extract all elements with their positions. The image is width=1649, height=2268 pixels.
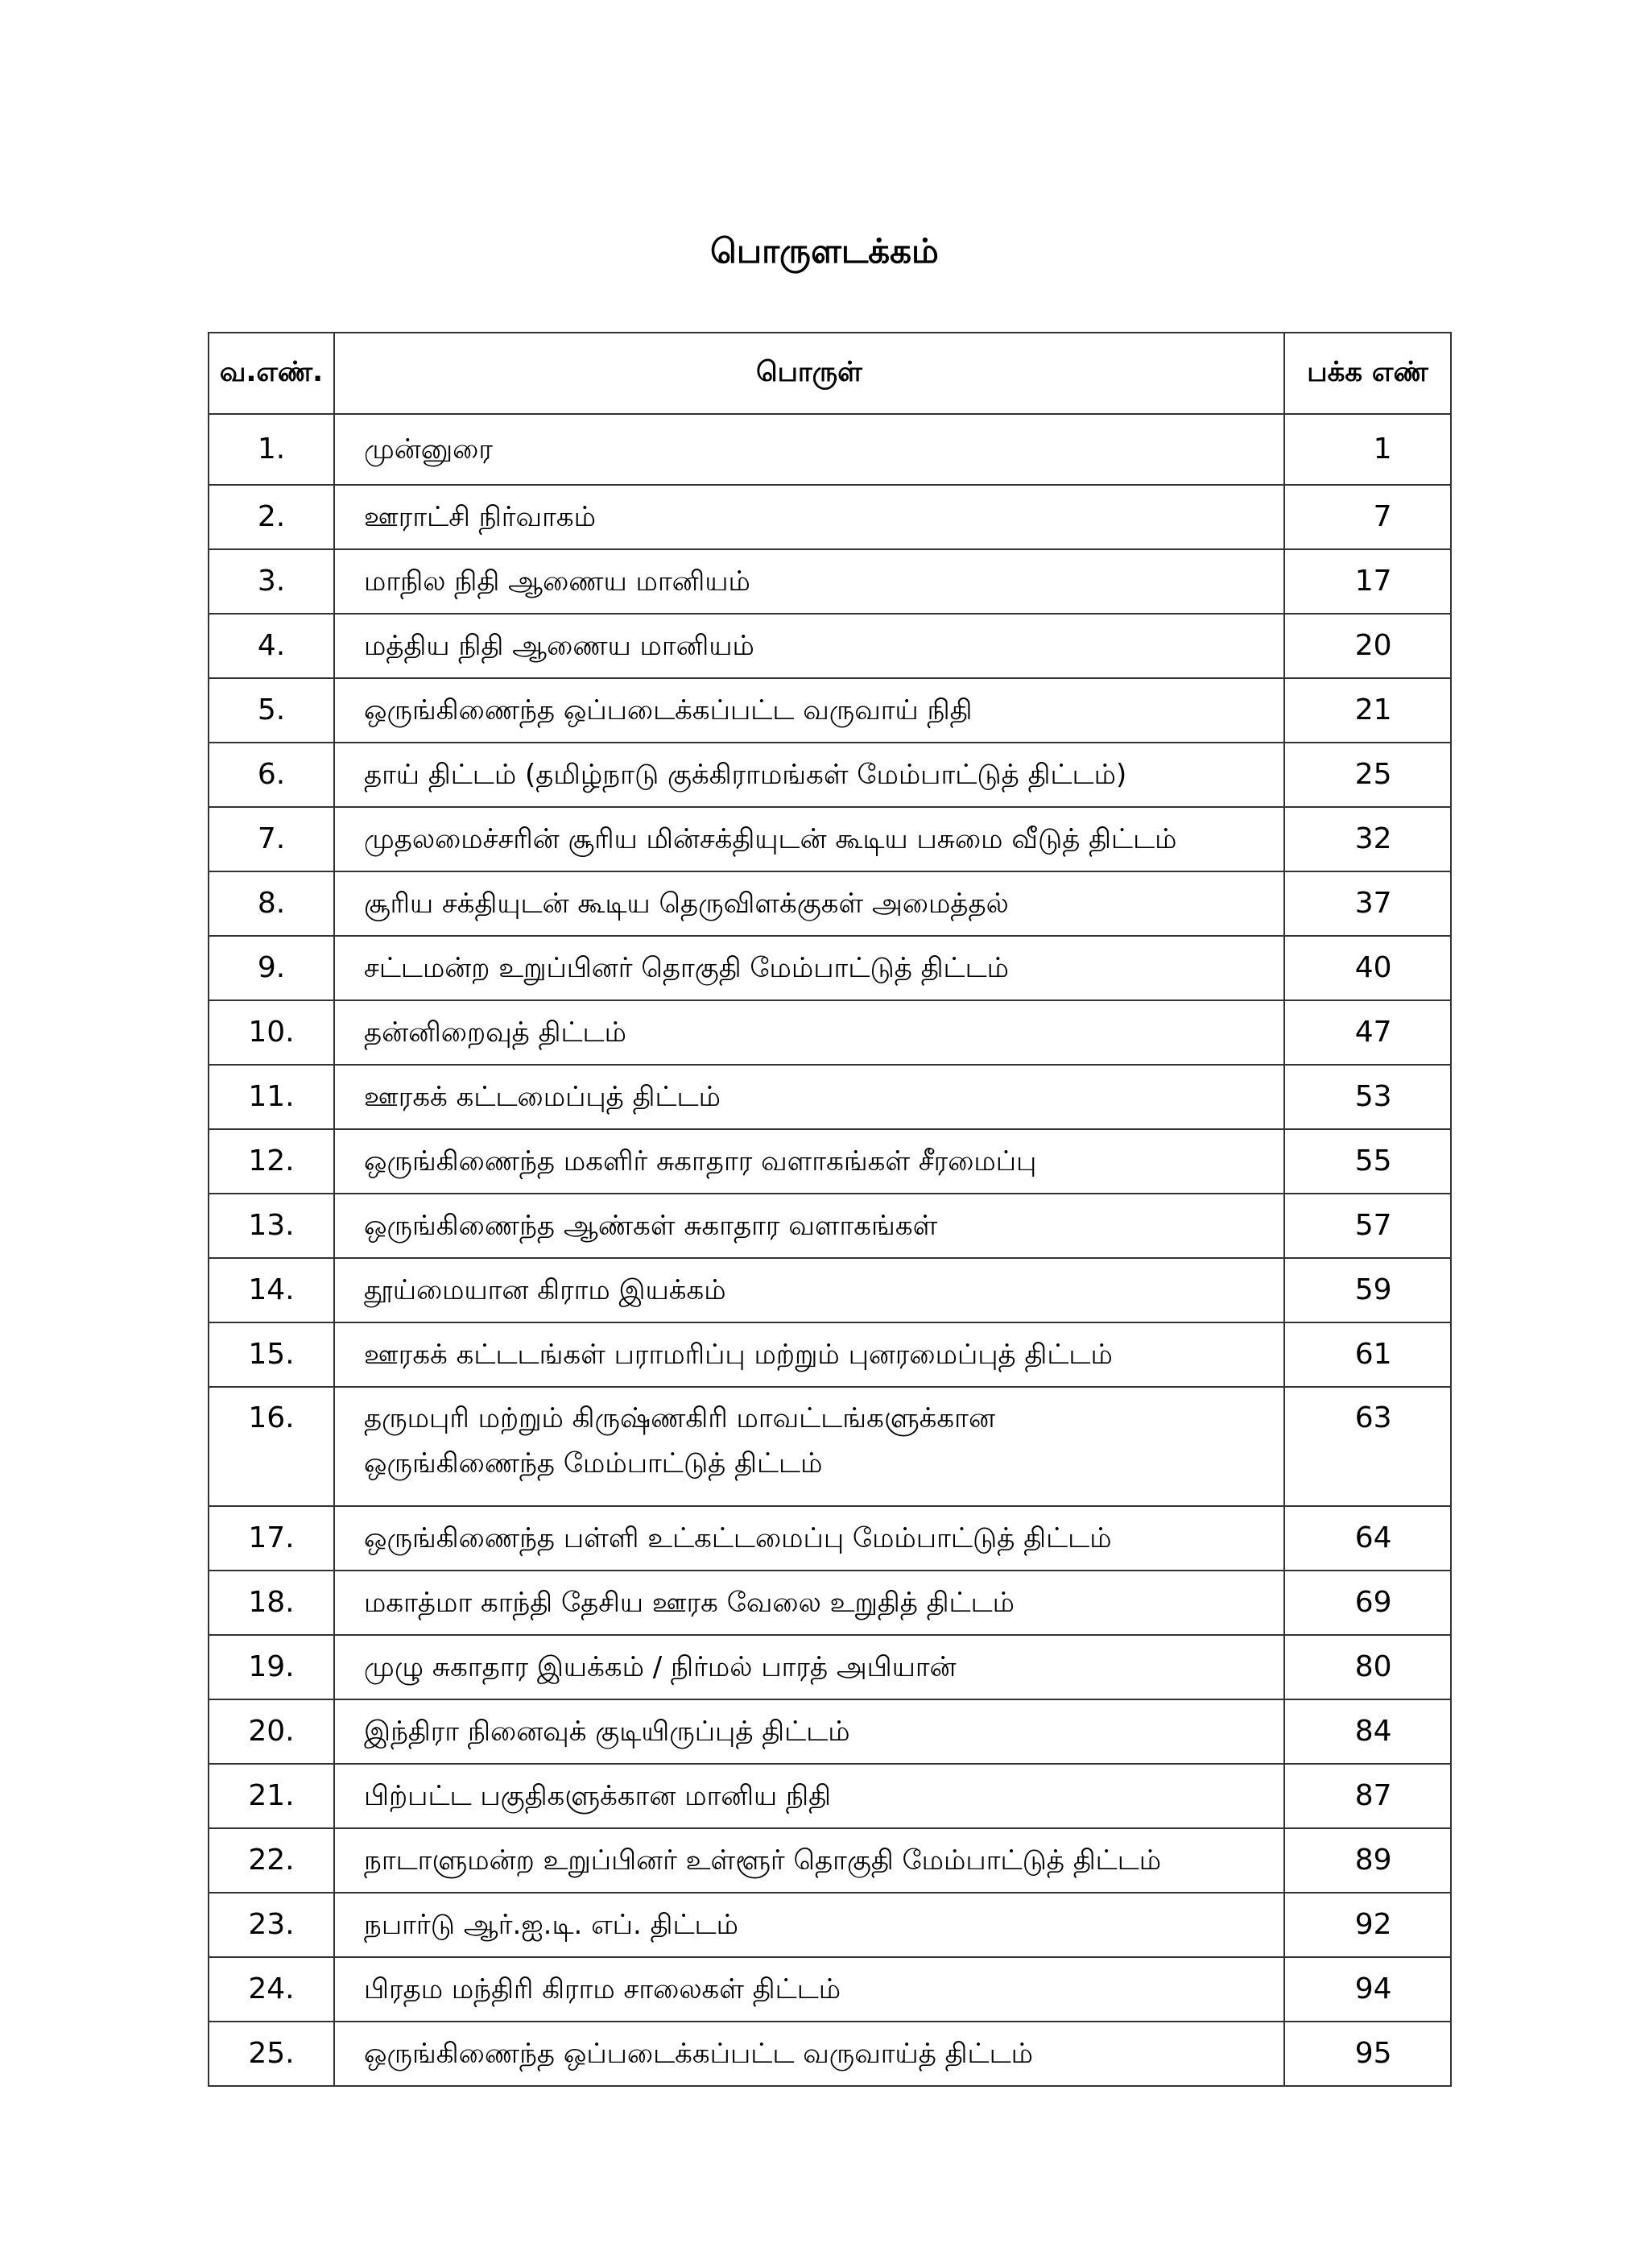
row-page bbox=[1284, 1571, 1451, 1635]
row-number: 3. bbox=[209, 549, 334, 614]
row-page bbox=[1284, 743, 1451, 807]
row-page bbox=[1284, 414, 1451, 485]
row-subject bbox=[334, 1387, 1284, 1506]
table-row bbox=[209, 1635, 1451, 1699]
row-subject: பிற்பட்ட பகுதிகளுக்கான மானிய நிதி bbox=[334, 1764, 1284, 1828]
row-subject: தாய் திட்டம் (தமிழ்நாடு குக்கிராமங்கள் மேம்பாட்டுத் திட்டம்) bbox=[334, 743, 1284, 807]
row-page bbox=[1284, 1957, 1451, 2022]
row-page-value: 92 bbox=[1354, 1908, 1392, 1941]
row-subject: தன்னிறைவுத் திட்டம் bbox=[334, 1000, 1284, 1065]
row-page bbox=[1284, 549, 1451, 614]
header-page: பக்க எண் bbox=[1284, 333, 1451, 414]
table-row bbox=[209, 1065, 1451, 1129]
row-page-value: 87 bbox=[1354, 1779, 1392, 1812]
table-header-row bbox=[209, 333, 1451, 414]
page-title: பொருளடக்கம் bbox=[710, 231, 939, 271]
row-page bbox=[1284, 1322, 1451, 1387]
row-subject: முதலமைச்சரின் சூரிய மின்சக்தியுடன் கூடிய பசுமை வீடுத் திட்டம் bbox=[334, 807, 1284, 871]
row-page-value: 80 bbox=[1354, 1650, 1392, 1683]
header-subject: பொருள் bbox=[334, 333, 1284, 414]
row-page bbox=[1284, 1129, 1451, 1194]
table-row bbox=[209, 871, 1451, 936]
row-subject: ஒருங்கிணைந்த ஆண்கள் சுகாதார வளாகங்கள் bbox=[334, 1194, 1284, 1258]
row-number: 25. bbox=[209, 2022, 334, 2086]
table-row bbox=[209, 1129, 1451, 1194]
row-page bbox=[1284, 1635, 1451, 1699]
row-page-value: 95 bbox=[1354, 2037, 1392, 2070]
row-page-value: 69 bbox=[1354, 1586, 1392, 1619]
row-number: 20. bbox=[209, 1699, 334, 1764]
row-page bbox=[1284, 807, 1451, 871]
row-subject: ஒருங்கிணைந்த ஒப்படைக்கப்பட்ட வருவாய் நிதி bbox=[334, 678, 1284, 743]
row-number: 10. bbox=[209, 1000, 334, 1065]
row-page bbox=[1284, 485, 1451, 549]
row-page-value: 47 bbox=[1354, 1016, 1392, 1049]
row-number: 13. bbox=[209, 1194, 334, 1258]
table-row bbox=[209, 1322, 1451, 1387]
row-page bbox=[1284, 1065, 1451, 1129]
row-subject-line-2: ஒருங்கிணைந்த மேம்பாட்டுத் திட்டம் bbox=[364, 1447, 823, 1480]
row-page bbox=[1284, 1506, 1451, 1571]
row-number: 12. bbox=[209, 1129, 334, 1194]
row-number: 2. bbox=[209, 485, 334, 549]
row-page bbox=[1284, 614, 1451, 678]
row-subject: ஒருங்கிணைந்த பள்ளி உட்கட்டமைப்பு மேம்பாட்டுத் திட்டம் bbox=[334, 1506, 1284, 1571]
table-row bbox=[209, 1387, 1451, 1506]
table-row bbox=[209, 807, 1451, 871]
table-row bbox=[209, 743, 1451, 807]
row-number: 9. bbox=[209, 936, 334, 1000]
row-subject: முழு சுகாதார இயக்கம் / நிர்மல் பாரத் அபியான் bbox=[334, 1635, 1284, 1699]
row-number: 22. bbox=[209, 1828, 334, 1893]
row-page-value: 55 bbox=[1354, 1144, 1392, 1177]
row-subject: மத்திய நிதி ஆணைய மானியம் bbox=[334, 614, 1284, 678]
row-page-value: 53 bbox=[1354, 1080, 1392, 1113]
header-number: வ.எண். bbox=[209, 333, 334, 414]
row-number: 19. bbox=[209, 1635, 334, 1699]
table-row bbox=[209, 1893, 1451, 1957]
row-page-value: 21 bbox=[1354, 693, 1392, 726]
table-row bbox=[209, 1506, 1451, 1571]
table-row bbox=[209, 1764, 1451, 1828]
row-number: 15. bbox=[209, 1322, 334, 1387]
row-page-value: 25 bbox=[1354, 758, 1392, 791]
row-number: 8. bbox=[209, 871, 334, 936]
row-subject: ஒருங்கிணைந்த ஒப்படைக்கப்பட்ட வருவாய்த் திட்டம் bbox=[334, 2022, 1284, 2086]
row-page-value: 7 bbox=[1373, 500, 1392, 533]
row-number: 17. bbox=[209, 1506, 334, 1571]
row-page bbox=[1284, 1764, 1451, 1828]
row-subject: இந்திரா நினைவுக் குடியிருப்புத் திட்டம் bbox=[334, 1699, 1284, 1764]
row-page-value: 94 bbox=[1354, 1972, 1392, 2005]
row-number: 14. bbox=[209, 1258, 334, 1322]
row-page-value: 63 bbox=[1354, 1401, 1392, 1434]
table-row bbox=[209, 485, 1451, 549]
row-page bbox=[1284, 1194, 1451, 1258]
row-page bbox=[1284, 1387, 1451, 1506]
row-page bbox=[1284, 1893, 1451, 1957]
row-subject: சூரிய சக்தியுடன் கூடிய தெருவிளக்குகள் அமைத்தல் bbox=[334, 871, 1284, 936]
table-row bbox=[209, 614, 1451, 678]
contents-table bbox=[208, 332, 1452, 2087]
row-subject: ஊரகக் கட்டடங்கள் பராமரிப்பு மற்றும் புனரமைப்புத் திட்டம் bbox=[334, 1322, 1284, 1387]
row-subject: சட்டமன்ற உறுப்பினர் தொகுதி மேம்பாட்டுத் திட்டம் bbox=[334, 936, 1284, 1000]
row-page-value: 1 bbox=[1373, 432, 1392, 466]
table-row bbox=[209, 678, 1451, 743]
row-number: 6. bbox=[209, 743, 334, 807]
row-number: 5. bbox=[209, 678, 334, 743]
table-row bbox=[209, 1699, 1451, 1764]
row-number: 21. bbox=[209, 1764, 334, 1828]
row-number: 18. bbox=[209, 1571, 334, 1635]
row-number: 11. bbox=[209, 1065, 334, 1129]
row-page bbox=[1284, 871, 1451, 936]
row-page bbox=[1284, 2022, 1451, 2086]
table-row bbox=[209, 936, 1451, 1000]
row-page-value: 20 bbox=[1354, 629, 1392, 662]
table-row bbox=[209, 414, 1451, 485]
row-page-value: 59 bbox=[1354, 1273, 1392, 1306]
table-row bbox=[209, 1571, 1451, 1635]
row-page-value: 37 bbox=[1354, 887, 1392, 920]
row-number: 16. bbox=[209, 1387, 334, 1506]
row-subject: நாடாளுமன்ற உறுப்பினர் உள்ளூர் தொகுதி மேம்பாட்டுத் திட்டம் bbox=[334, 1828, 1284, 1893]
row-number: 1. bbox=[209, 414, 334, 485]
row-subject: முன்னுரை bbox=[334, 414, 1284, 485]
row-number: 23. bbox=[209, 1893, 334, 1957]
row-subject: பிரதம மந்திரி கிராம சாலைகள் திட்டம் bbox=[334, 1957, 1284, 2022]
row-page-value: 89 bbox=[1354, 1844, 1392, 1877]
table-row bbox=[209, 1828, 1451, 1893]
row-subject-line-1: தருமபுரி மற்றும் கிருஷ்ணகிரி மாவட்டங்களுக்கான bbox=[364, 1402, 995, 1434]
table-row bbox=[209, 1000, 1451, 1065]
row-page bbox=[1284, 678, 1451, 743]
row-number: 4. bbox=[209, 614, 334, 678]
row-page-value: 17 bbox=[1354, 565, 1392, 598]
row-subject: மாநில நிதி ஆணைய மானியம் bbox=[334, 549, 1284, 614]
row-subject: ஒருங்கிணைந்த மகளிர் சுகாதார வளாகங்கள் சீரமைப்பு bbox=[334, 1129, 1284, 1194]
row-page bbox=[1284, 936, 1451, 1000]
row-number: 7. bbox=[209, 807, 334, 871]
row-page bbox=[1284, 1828, 1451, 1893]
row-page bbox=[1284, 1699, 1451, 1764]
row-page-value: 84 bbox=[1354, 1715, 1392, 1748]
row-subject: தூய்மையான கிராம இயக்கம் bbox=[334, 1258, 1284, 1322]
table-row bbox=[209, 1957, 1451, 2022]
row-subject: ஊரகக் கட்டமைப்புத் திட்டம் bbox=[334, 1065, 1284, 1129]
row-page-value: 64 bbox=[1354, 1521, 1392, 1554]
row-page bbox=[1284, 1258, 1451, 1322]
row-subject: ஊராட்சி நிர்வாகம் bbox=[334, 485, 1284, 549]
table-row bbox=[209, 1194, 1451, 1258]
row-subject: நபார்டு ஆர்.ஐ.டி. எப். திட்டம் bbox=[334, 1893, 1284, 1957]
row-page-value: 40 bbox=[1354, 951, 1392, 984]
row-page-value: 32 bbox=[1354, 822, 1392, 855]
table-row bbox=[209, 549, 1451, 614]
row-page-value: 57 bbox=[1354, 1209, 1392, 1242]
table-row bbox=[209, 1258, 1451, 1322]
row-page-value: 61 bbox=[1354, 1338, 1392, 1371]
row-page bbox=[1284, 1000, 1451, 1065]
row-number: 24. bbox=[209, 1957, 334, 2022]
table-row bbox=[209, 2022, 1451, 2086]
row-subject: மகாத்மா காந்தி தேசிய ஊரக வேலை உறுதித் திட்டம் bbox=[334, 1571, 1284, 1635]
